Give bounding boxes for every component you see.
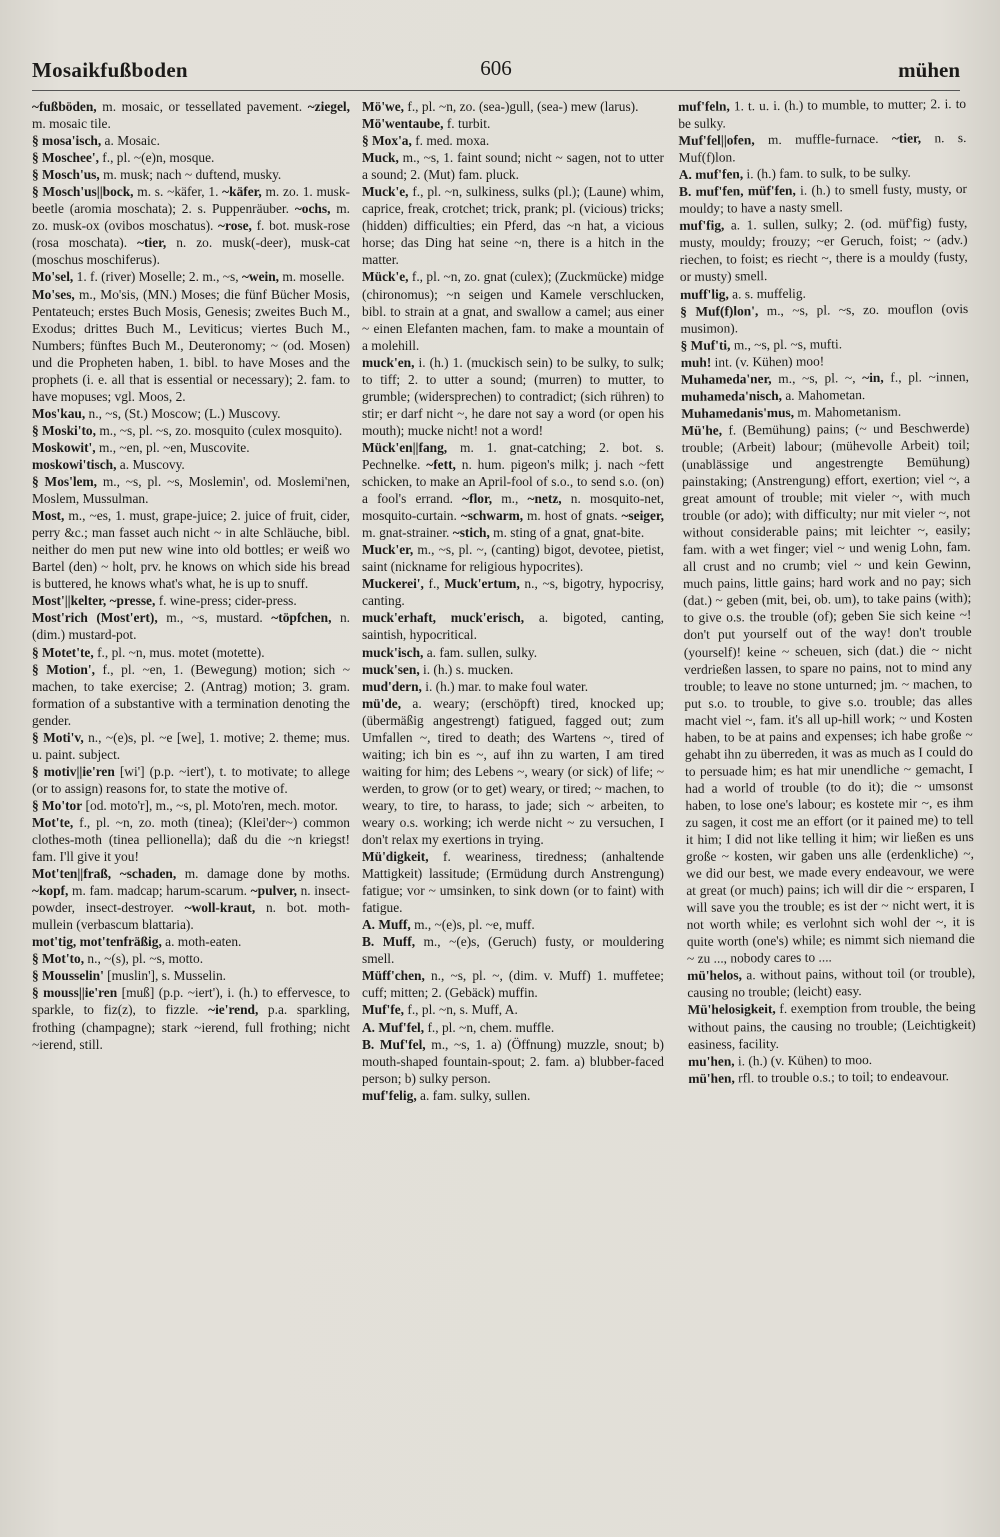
entry-definition: m., ~s, pl. ~, (canting) bigot, devotee, pietist, saint (nickname for religious hypocrites). bbox=[362, 542, 664, 575]
dictionary-entry bbox=[362, 575, 664, 609]
entry-headword: muck'isch, bbox=[362, 644, 424, 660]
entry-definition: [od. moto'r], m., ~s, pl. Moto'ren, mech. motor. bbox=[82, 797, 338, 813]
dictionary-entry bbox=[362, 115, 664, 132]
entry-definition: f., pl. ~en, 1. (Bewegung) motion; sich ~ machen, to take exercise; 2. (Antrag) motion; 3. gram. formation of a substantive with a termination denoting the gender. bbox=[32, 661, 350, 728]
dictionary-entry bbox=[32, 763, 350, 797]
dictionary-entry bbox=[32, 132, 350, 149]
entry-definition: f., pl. ~n, sulkiness, sulks (pl.); (Laune) whim, caprice, freak, crotchet; trick, prank; pl. (vicious) tricks; (hidden) difficulties; ein Pferd, das ~n hat, a vicious horse; das Ding hat seine ~n, there is a hitch in the matter. bbox=[362, 184, 664, 268]
dictionary-entry bbox=[687, 998, 976, 1052]
entry-definition bbox=[111, 866, 120, 881]
entry-definition: m. zo. musk-ox (ovibos moschatus). bbox=[32, 201, 350, 234]
entry-headword: Muf'fel||ofen, bbox=[678, 132, 755, 149]
entry-definition: m., ~es, 1. must, grape-juice; 2. juice of fruit, cider, perry &c.; man fasset auch nicht ~ in alte Schläuche, bibl. neither do men put new wine into old bottles; er weiß wo Bartel (den) ~ holt, prv. he knows on which side his bread is buttered, he knows what's what, he is up to snuff. bbox=[32, 508, 350, 592]
entry-headword: ~ziegel, bbox=[307, 99, 350, 114]
entry-headword: ~schaden, bbox=[119, 866, 177, 882]
entry-definition: a. fam. sullen, sulky. bbox=[423, 644, 538, 660]
entry-headword: ~schwarm, bbox=[460, 508, 524, 524]
entry-definition: n. zo. musk(-deer), musk-cat (moschus moschiferus). bbox=[32, 235, 350, 268]
entry-definition: m. muffle-furnace. bbox=[754, 130, 892, 148]
entry-definition: i. (h.) s. mucken. bbox=[419, 661, 514, 677]
entry-definition: m. zo. 1. musk-beetle (aromia moschata); 2. s. Puppenräuber. bbox=[32, 184, 350, 217]
entry-headword: ~ochs, bbox=[294, 201, 331, 217]
entry-headword: § Motion', bbox=[32, 661, 95, 677]
entry-definition: n. (dim.) mustard-pot. bbox=[32, 610, 350, 643]
dictionary-entry bbox=[32, 644, 350, 661]
entry-definition: a. Muscovy. bbox=[116, 456, 185, 472]
entry-definition: f., pl. ~innen, bbox=[883, 368, 970, 385]
entry-headword: mü'helos, bbox=[687, 967, 742, 984]
entry-headword: muck'erhaft, muck'erisch, bbox=[362, 610, 525, 626]
entry-definition: m., ~s, pl. ~s, Moslemin', od. Moslemi'nen, Moslem, Mussulman. bbox=[32, 474, 350, 507]
entry-headword: moskowi'tisch, bbox=[32, 456, 117, 472]
dictionary-entry bbox=[679, 214, 968, 285]
entry-definition: m. 1. gnat-catching; 2. bot. s. Pechnelke. bbox=[362, 439, 664, 472]
dictionary-entry bbox=[362, 609, 664, 643]
entry-headword: mü'hen, bbox=[688, 1070, 735, 1086]
entry-definition: f. weariness, tiredness; (anhaltende Mattigkeit) lassitude; (Ermüdung durch Anstrengung) fatigue; vor ~ umsinken, to sink down (or to faint) with fatigue. bbox=[362, 849, 664, 916]
dictionary-entry bbox=[32, 984, 350, 1052]
entry-definition: m. moselle. bbox=[279, 269, 345, 285]
entry-headword: ~netz, bbox=[527, 491, 562, 507]
entry-definition: n. bot. moth-mullein (verbascum blattaria). bbox=[32, 900, 350, 933]
dictionary-entry bbox=[362, 98, 664, 115]
entry-definition: m., ~s, pl. ~s, mufti. bbox=[730, 335, 843, 353]
entry-headword: ~fußböden, bbox=[32, 99, 97, 114]
dictionary-entry bbox=[362, 848, 664, 916]
dictionary-entry bbox=[32, 865, 350, 933]
header-left-guideword: Mosaikfußboden bbox=[32, 58, 188, 82]
entry-headword: § Mosch'us||bock, bbox=[32, 184, 134, 200]
dictionary-entry bbox=[681, 419, 975, 967]
entry-definition: f., pl. ~n, zo. moth (tinea); (Klei'der~) common clothes-moth (tinea pellionella); daß du die ~n kriegst! fam. I'll give it you! bbox=[32, 814, 350, 865]
entry-definition: m., ~en, pl. ~en, Muscovite. bbox=[95, 439, 250, 455]
entry-definition: m. gnat-strainer. bbox=[362, 525, 453, 541]
entry-definition: f., pl. ~n, mus. motet (motette). bbox=[93, 644, 265, 660]
entry-definition: m., ~s, pl. ~s, zo. mosquito (culex mosquito). bbox=[95, 422, 343, 438]
page-number: 606 bbox=[480, 56, 512, 80]
header-rule bbox=[32, 90, 960, 91]
column-left bbox=[32, 98, 350, 1493]
dictionary-entry bbox=[362, 354, 664, 439]
entry-definition: f., pl. ~n, chem. muffle. bbox=[424, 1019, 555, 1035]
entry-headword: muh! bbox=[680, 354, 712, 370]
entry-headword: mu'hen, bbox=[688, 1053, 735, 1069]
entry-definition: f., bbox=[423, 576, 445, 592]
entry-definition: i. (h.) to smell fusty, musty, or mouldy; to have a nasty smell. bbox=[679, 181, 968, 217]
dictionary-entry bbox=[362, 933, 664, 967]
dictionary-entry bbox=[32, 98, 350, 132]
entry-headword: Moskowit', bbox=[32, 439, 96, 455]
dictionary-entry bbox=[362, 661, 664, 678]
dictionary-entry bbox=[362, 678, 664, 695]
entry-definition: a. s. muffelig. bbox=[728, 285, 806, 301]
entry-definition: m., ~s, pl. ~, bbox=[771, 369, 863, 386]
entry-definition: m. damage done by moths. bbox=[176, 866, 350, 882]
entry-definition: 1. t. u. i. (h.) to mumble, to mutter; 2. i. to be sulky. bbox=[678, 95, 967, 132]
entry-definition: m. s. ~käfer, 1. bbox=[133, 184, 223, 200]
entry-headword: Muck'ertum, bbox=[444, 576, 520, 592]
dictionary-entry bbox=[678, 95, 966, 132]
entry-headword: B. Muff, bbox=[362, 934, 416, 950]
dictionary-entry bbox=[32, 473, 350, 507]
dictionary-entry bbox=[32, 950, 350, 967]
dictionary-entry bbox=[362, 916, 664, 933]
entry-headword: § mosa'isch, bbox=[32, 133, 102, 149]
dictionary-entry bbox=[32, 729, 350, 763]
entry-definition: n. s. Muf(f)lon. bbox=[678, 130, 967, 166]
column-right bbox=[678, 95, 981, 1498]
entry-headword: Muf'fe, bbox=[362, 1002, 405, 1018]
entry-definition: i. (h.) (v. Kühen) to moo. bbox=[734, 1051, 873, 1069]
entry-definition: n., ~(s), pl. ~s, motto. bbox=[84, 951, 204, 967]
entry-headword: § Moski'to, bbox=[32, 422, 96, 438]
entry-definition: m. mosaic tile. bbox=[32, 116, 111, 132]
dictionary-entry bbox=[32, 422, 350, 439]
entry-headword: A. Muff, bbox=[362, 917, 411, 933]
entry-headword: Mos'kau, bbox=[32, 405, 86, 421]
entry-definition: a. moth-eaten. bbox=[161, 934, 242, 950]
entry-headword: ~käfer, bbox=[222, 184, 262, 200]
dictionary-entry bbox=[679, 180, 967, 217]
entry-definition: m. fam. madcap; harum-scarum. bbox=[68, 883, 251, 899]
entry-headword: ~rose, bbox=[218, 218, 252, 234]
entry-headword: Muck'e, bbox=[362, 184, 409, 200]
entry-headword: ~stich, bbox=[452, 525, 490, 541]
dictionary-entry bbox=[680, 300, 968, 337]
entry-definition: f., pl. ~n, zo. gnat (culex); (Zuckmücke) midge (chironomus); ~n seigen und Kamele verschlucken, bibl. to strain at a gnat, and swallow a camel; aus einer ~ einen Elefanten machen, fam. to make a mountain of a molehill. bbox=[362, 269, 664, 353]
entry-headword: Mü'digkeit, bbox=[362, 849, 429, 865]
entry-headword: muff'lig, bbox=[679, 285, 729, 302]
entry-definition: f. bot. musk-rose (rosa moschata). bbox=[32, 218, 350, 251]
entry-headword: Muhamedanis'mus, bbox=[681, 404, 795, 421]
dictionary-entry bbox=[362, 1001, 664, 1018]
entry-definition: a. bigoted, canting, saintish, hypocritical. bbox=[362, 610, 664, 643]
column-middle bbox=[362, 98, 664, 1498]
dictionary-entry bbox=[32, 439, 350, 456]
entry-headword: Muhameda'ner, bbox=[680, 370, 772, 387]
entry-definition: [muß] (p.p. ~iert'), i. (h.) to effervesce, to sparkle, to fiz(z), to fizzle. bbox=[32, 985, 350, 1018]
dictionary-entry bbox=[678, 129, 966, 166]
entry-headword: Most'||kelter, bbox=[32, 593, 107, 609]
entry-headword: muck'en, bbox=[362, 354, 415, 370]
dictionary-entry bbox=[32, 609, 350, 643]
entry-definition: m., bbox=[492, 491, 528, 507]
dictionary-entry bbox=[32, 933, 350, 950]
entry-headword: muck'sen, bbox=[362, 661, 420, 677]
dictionary-entry bbox=[362, 1087, 664, 1104]
entry-headword: § Mos'lem, bbox=[32, 474, 97, 490]
entry-headword: ~töpfchen, bbox=[271, 610, 332, 626]
entry-headword: ~tier, bbox=[891, 130, 922, 146]
entry-definition: n., ~s, pl. ~, (dim. v. Muff) 1. muffetee; cuff; mitten; 2. (Gebäck) muffin. bbox=[362, 968, 664, 1001]
entry-definition: f., pl. ~n, zo. (sea-)gull, (sea-) mew (larus). bbox=[404, 99, 639, 114]
entry-definition: n., ~s, bigotry, hypocrisy, canting. bbox=[362, 576, 664, 609]
entry-headword: ~presse, bbox=[109, 593, 156, 609]
dictionary-entry bbox=[32, 405, 350, 422]
entry-headword: § Mox'a, bbox=[362, 133, 412, 149]
header-right-guideword: mühen bbox=[898, 58, 960, 82]
entry-headword: § motiv||ie'ren bbox=[32, 763, 115, 779]
entry-definition: 1. f. (river) Moselle; 2. m., ~s, bbox=[73, 269, 242, 285]
entry-headword: muhameda'nisch, bbox=[681, 387, 783, 404]
entry-headword: muf'fig, bbox=[679, 217, 725, 234]
entry-headword: Müff'chen, bbox=[362, 968, 425, 984]
entry-definition: a. fam. sulky, sullen. bbox=[416, 1087, 531, 1103]
dictionary-entry bbox=[362, 1019, 664, 1036]
entry-headword: § Motet'te, bbox=[32, 644, 94, 660]
running-header bbox=[32, 52, 960, 86]
dictionary-entry bbox=[362, 149, 664, 183]
entry-definition: m., ~s, mustard. bbox=[157, 610, 272, 626]
entry-definition: m. musk; nach ~ duftend, musky. bbox=[99, 167, 282, 183]
dictionary-entry bbox=[32, 814, 350, 865]
entry-headword: Mü'he, bbox=[681, 422, 723, 438]
entry-headword: Mück'en||fang, bbox=[362, 439, 448, 455]
entry-definition: n., ~s, (St.) Moscow; (L.) Muscovy. bbox=[85, 405, 281, 421]
dictionary-entry bbox=[688, 1067, 976, 1087]
entry-definition: m., ~s, 1. a) (Öffnung) muzzle, snout; b) mouth-shaped fountain-spout; 2. fam. a) blubber-faced person; b) sulky person. bbox=[362, 1036, 664, 1086]
dictionary-entry bbox=[32, 286, 350, 405]
entry-headword: Muck, bbox=[362, 150, 399, 166]
entry-headword: A. Muf'fel, bbox=[362, 1019, 425, 1035]
entry-definition: i. (h.) fam. to sulk, to be sulky. bbox=[743, 164, 911, 182]
entry-definition: p.a. sparkling, frothing (champagne); stark ~ierend, full frothing; nicht ~ierend, still. bbox=[32, 1002, 350, 1052]
entry-headword: ~woll-kraut, bbox=[184, 900, 256, 916]
entry-headword: Most, bbox=[32, 508, 65, 524]
entry-headword: muf'felig, bbox=[362, 1087, 417, 1103]
entry-definition: m., ~(e)s, pl. ~e, muff. bbox=[410, 917, 535, 933]
entry-headword: § Muf(f)lon', bbox=[680, 302, 759, 319]
entry-headword: § Moschee', bbox=[32, 150, 99, 166]
entry-headword: Mö'wentaube, bbox=[362, 116, 444, 132]
entry-headword: ~fett, bbox=[426, 456, 456, 472]
entry-headword: Most'rich (Most'ert), bbox=[32, 610, 158, 626]
entry-definition: f. turbit. bbox=[443, 116, 491, 132]
entry-definition: m. sting of a gnat, gnat-bite. bbox=[489, 525, 645, 541]
entry-definition: a. Mahometan. bbox=[781, 386, 866, 403]
entry-headword: Mot'ten||fraß, bbox=[32, 866, 112, 882]
entry-definition: a. weary; (erschöpft) tired, knocked up; (übermäßig angestrengt) fatigued, fagged out; zum Umfallen ~, tired to death; des Wartens ~, tired of waiting; ich bin es ~, auf ihn zu warten, I am tired waiting for him; des Lebens ~, weary (or sick) of life; ~ werden, to grow (or to get) weary, or tired; ~ machen, to weary, to tire, to harass, to jade; sich ~ arbeiten, to weary o.s. working; ich werde nicht ~ zu versuchen, I don't relax my exertions in trying. bbox=[362, 695, 664, 848]
entry-headword: Mo'sel, bbox=[32, 269, 74, 285]
entry-definition: a. 1. sullen, sulky; 2. (od. müf'fig) fusty, musty, mouldy; frouzy; ~er Geruch, foist; ~ (adv.) riechen, to foist; es riecht ~, there is a mouldy (fusty, or musty) smell. bbox=[679, 215, 968, 285]
entry-definition: rfl. to trouble o.s.; to toil; to endeavour. bbox=[734, 1067, 950, 1086]
entry-definition: n., ~(e)s, pl. ~e [we], 1. motive; 2. theme; mus. u. paint. subject. bbox=[32, 729, 350, 762]
entry-headword: muf'feln, bbox=[678, 98, 730, 114]
entry-definition: [muslin'], s. Musselin. bbox=[103, 968, 227, 984]
dictionary-entry bbox=[32, 268, 350, 285]
entry-headword: Muckerei', bbox=[362, 576, 424, 592]
dictionary-entry bbox=[362, 695, 664, 848]
dictionary-entry bbox=[362, 967, 664, 1001]
entry-headword: mot'tig, mot'tenfräßig, bbox=[32, 934, 162, 950]
entry-definition: f. exemption from trouble, the being without pains, the causing no trouble; (Leichtigkeit) easiness, facility. bbox=[687, 999, 976, 1052]
entry-headword: ~wein, bbox=[241, 269, 280, 285]
entry-definition: m. Mahometanism. bbox=[793, 403, 902, 420]
entry-definition: m., ~s, 1. faint sound; nicht ~ sagen, not to utter a sound; 2. (Mut) fam. pluck. bbox=[362, 150, 664, 183]
dictionary-entry bbox=[687, 964, 975, 1001]
dictionary-entry bbox=[32, 967, 350, 984]
entry-definition: a. without pains, without toil (or trouble), causing no trouble; (leicht) easy. bbox=[687, 965, 976, 1001]
entry-headword: ~kopf, bbox=[32, 883, 69, 899]
entry-headword: ~ie'rend, bbox=[208, 1002, 259, 1018]
entry-headword: Muck'er, bbox=[362, 542, 414, 558]
entry-definition: m., Mo'sis, (MN.) Moses; die fünf Bücher Mosis, Pentateuch; erstes Buch Mosis, Genesis; zweites Buch M., Exodus; drittes Buch M., Leviticus; viertes Buch M., Numbers; fünftes Buch M., Deuteronomy; ~ (od. Mosen) und die Propheten haben, 1. bibl. to have Moses and the prophets (i. e. all that is essential or necessary); 2. fam. to have mopuses; vgl. Moos, 2. bbox=[32, 286, 350, 404]
entry-headword: Mö'we, bbox=[362, 99, 405, 114]
entry-headword: A. muf'fen, bbox=[678, 166, 744, 183]
dictionary-entry bbox=[32, 183, 350, 268]
entry-headword: Mü'helosigkeit, bbox=[687, 1001, 776, 1018]
entry-headword: § Mousselin' bbox=[32, 968, 104, 984]
entry-headword: ~seiger, bbox=[621, 508, 664, 524]
dictionary-entry bbox=[32, 797, 350, 814]
entry-headword: B. Muf'fel, bbox=[362, 1036, 426, 1052]
entry-definition: f. (Bemühung) pains; (~ und Beschwerde) trouble; (Arbeit) labour; (mühevolle Arbeit) toil; (unablässige und angestrengte Bemühung) painstaking; (Anstrengung) effort, exertion; viel ~, a great amount of trouble; mit vieler ~, with much trouble (or ado); with difficulty; nur mit vieler ~, not without considerable pains; mit leichter ~, easily; fam. with a wet finger; viel ~ und wenig Lohn, fam. all crust and no crumb; viel ~ und kein Gewinn, much pains, little gains; hard work and no pay; sich (dat.) ~ geben (mit, bei, ob. um), to take pains (with); to give o.s. the trouble (of); geben Sie sich keine ~! don't put yourself out of the way! don't trouble (yourself)! keine ~ scheuen, sich (dat.) die ~ nicht verdrießen lassen, to spare no pains, not to mind any trouble; to leave no stone unturned; jm. ~ machen, to put s.o. to trouble, to give s.o. trouble; das alles macht viel ~, fam. it's all up-hill work; ~ und Kosten haben, to be at pains and expenses; ich habe große ~ gehabt ihn zu überreden, it was as much as I could do to persuade him; es hat mir unendliche ~ gemacht, I had a world of trouble (to do it); die ~ umsonst haben, to lose one's labour; es kostete mir ~, es ihm zu sagen, it cost me an effort (or it pained me) to tell it him; I did not like telling it him; wir ließen es uns große ~ kosten, wir gaben uns alle (erdenkliche) ~, we did our best, we made every endeavour, we were at great (or much) pains; ich will dir die ~ ersparen, I will save you the trouble; es ist der ~ nicht wert, it is not worth while; es verlohnt sich wohl der ~, it is quite worth (one's) while; es nimmt sich niemand die ~ zu ..., nobody cares to .... bbox=[681, 419, 975, 967]
entry-headword: § Mot'to, bbox=[32, 951, 85, 967]
entry-definition: n. insect-powder, insect-destroyer. bbox=[32, 883, 350, 916]
entry-headword: Mück'e, bbox=[362, 269, 409, 285]
entry-headword: B. muf'fen, müf'fen, bbox=[678, 183, 796, 200]
entry-headword: mü'de, bbox=[362, 695, 402, 711]
entry-headword: ~flor, bbox=[462, 491, 493, 507]
entry-headword: Mot'te, bbox=[32, 814, 74, 830]
entry-definition: f., pl. ~n, s. Muff, A. bbox=[404, 1002, 518, 1018]
entry-headword: § Mo'tor bbox=[32, 797, 83, 813]
dictionary-entry bbox=[32, 166, 350, 183]
entry-definition: m., ~(e)s, (Geruch) fusty, or mouldering smell. bbox=[362, 934, 664, 967]
entry-headword: mud'dern, bbox=[362, 678, 422, 694]
entry-definition: i. (h.) 1. (muckisch sein) to be sulky, to sulk; to tiff; 2. to utter a sound; (murren) to mutter, to grumble; (widersprechen) to contradict; (sich rühren) to stir; er darf nicht ~, he dare not say a word (or open his mouth); mucke nicht! not a word! bbox=[362, 354, 664, 438]
dictionary-entry bbox=[32, 661, 350, 729]
entry-definition: m. host of gnats. bbox=[523, 508, 622, 524]
entry-definition: n. mosquito-net, mosquito-curtain. bbox=[362, 491, 664, 524]
entry-definition: i. (h.) mar. to make foul water. bbox=[421, 678, 589, 694]
dictionary-entry bbox=[362, 268, 664, 353]
entry-definition: m. mosaic, or tessellated pavement. bbox=[96, 99, 308, 114]
entry-headword: Mo'ses, bbox=[32, 286, 75, 302]
dictionary-entry bbox=[362, 644, 664, 661]
entry-headword: ~pulver, bbox=[250, 883, 297, 899]
entry-definition: f. wine-press; cider-press. bbox=[155, 593, 297, 609]
dictionary-entry bbox=[32, 592, 350, 609]
dictionary-entry bbox=[681, 368, 969, 405]
dictionary-entry bbox=[32, 149, 350, 166]
entry-definition: n. hum. pigeon's milk; j. nach ~fett schicken, to make an April-fool of s.o., to send s.o. (on) a fool's errand. bbox=[362, 456, 664, 507]
entry-headword: § Moti'v, bbox=[32, 729, 84, 745]
entry-headword: § Muf'ti, bbox=[680, 337, 731, 353]
dictionary-entry bbox=[362, 183, 664, 268]
entry-headword: ~tier, bbox=[137, 235, 167, 251]
entry-definition: int. (v. Kühen) moo! bbox=[711, 353, 825, 370]
entry-definition: f. med. moxa. bbox=[411, 133, 490, 149]
dictionary-entry bbox=[362, 541, 664, 575]
dictionary-entry bbox=[362, 132, 664, 149]
entry-definition: [wi'] (p.p. ~iert'), t. to motivate; to allege (or to assign) reasons for, to state the motive of. bbox=[32, 763, 350, 796]
entry-headword: § mouss||ie'ren bbox=[32, 985, 118, 1001]
entry-headword: § Mosch'us, bbox=[32, 167, 100, 183]
entry-headword: ~in, bbox=[862, 369, 884, 385]
dictionary-entry bbox=[362, 439, 664, 541]
dictionary-entry bbox=[32, 456, 350, 473]
dictionary-entry bbox=[362, 1036, 664, 1087]
dictionary-entry bbox=[32, 507, 350, 592]
entry-definition: m., ~s, pl. ~s, zo. mouflon (ovis musimon). bbox=[680, 300, 969, 336]
entry-definition: f., pl. ~(e)n, mosque. bbox=[98, 150, 215, 166]
entry-definition: a. Mosaic. bbox=[101, 133, 160, 149]
